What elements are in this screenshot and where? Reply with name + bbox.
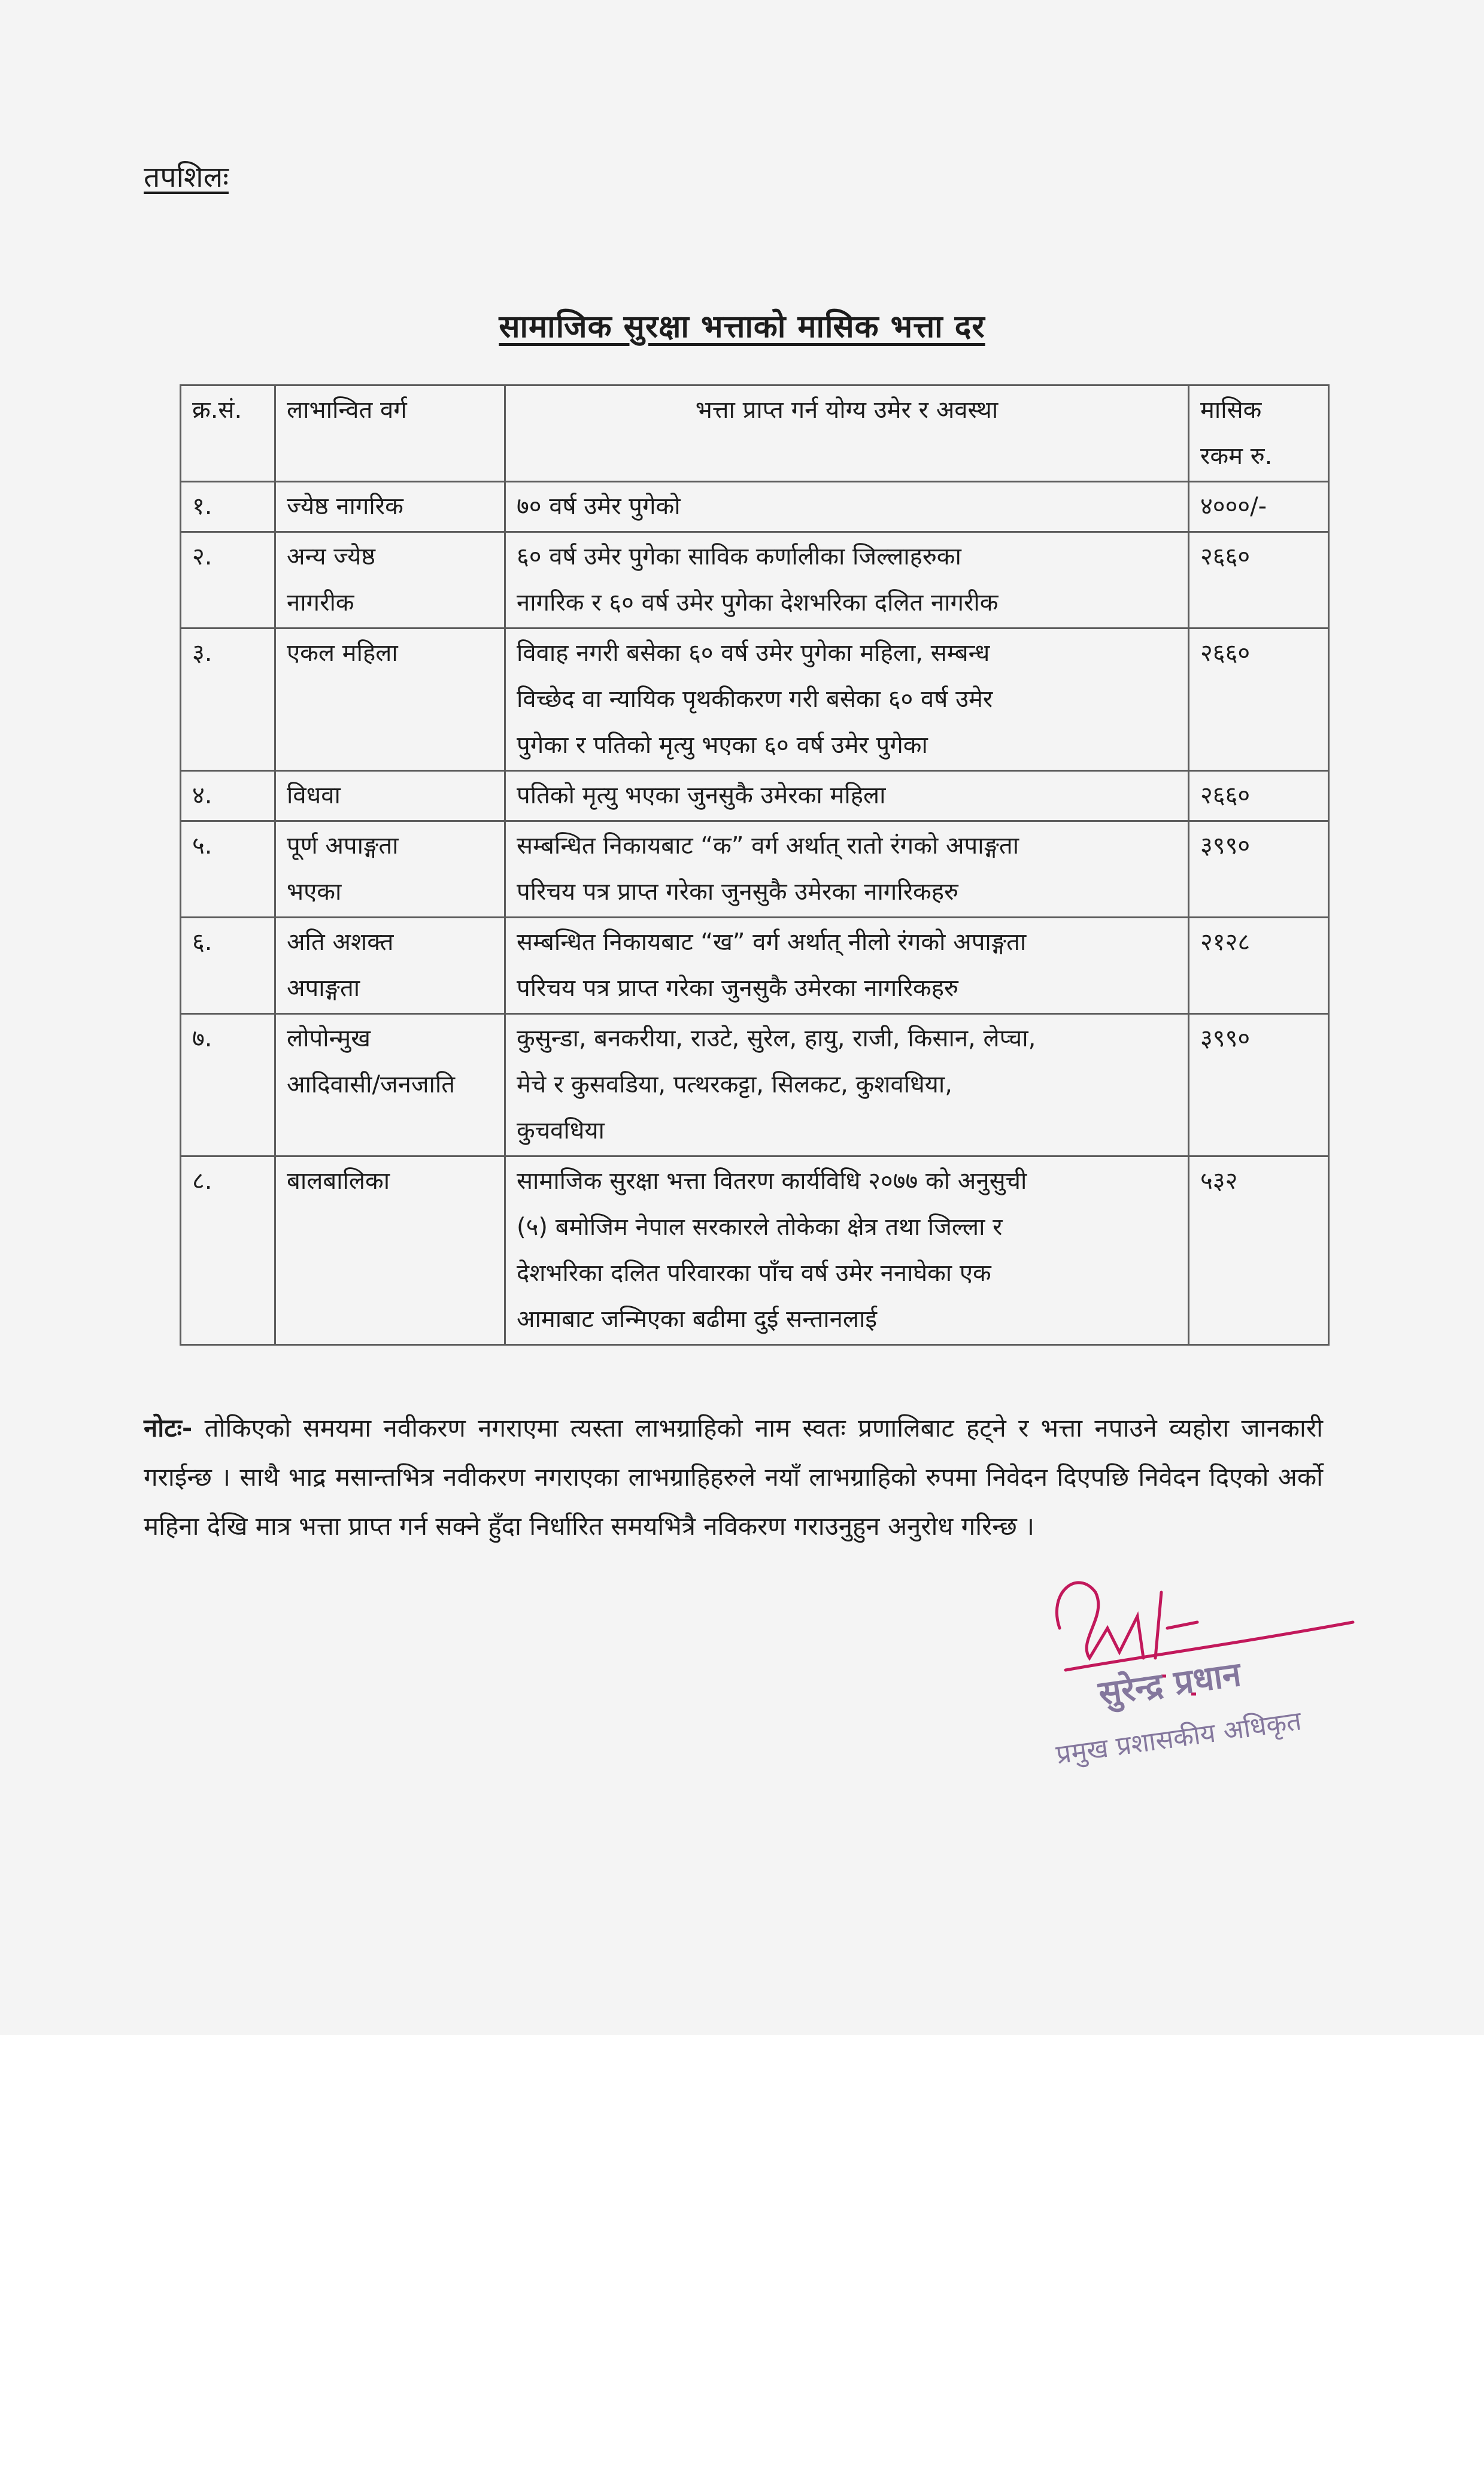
note-text: तोकिएको समयमा नवीकरण नगराएमा त्यस्ता लाभग्राहिको नाम स्वतः प्रणालिबाट हट्ने र भत्ता नपाउने व्यहोरा जानकारी गराईन्छ । साथै भाद्र मसान्तभित्र नवीकरण नगराएका लाभग्राहिहरुले नयाँ लाभग्राहिको रुपमा निवेदन दिएपछि निवेदन दिएको अर्को महिना देखि मात्र भत्ता प्राप्त गर्न सक्ने हुँदा निर्धारित समयभित्रै नविकरण गराउनुहुन अनुरोध गरिन्छ । — [144, 1413, 1323, 1541]
cell-serial: ६. — [181, 918, 275, 1014]
note-label: नोटः- — [144, 1413, 193, 1443]
table-row — [181, 771, 1329, 821]
note-paragraph — [144, 1404, 1323, 1551]
cell-serial: ८. — [181, 1156, 275, 1345]
table-row — [181, 629, 1329, 771]
header-eligibility: भत्ता प्राप्त गर्न योग्य उमेर र अवस्था — [505, 385, 1189, 482]
header-beneficiary-category: लाभान्वित वर्ग — [275, 385, 505, 482]
cell-amount: २६६० — [1189, 771, 1329, 821]
table-row — [181, 918, 1329, 1014]
cell-amount: २१२८ — [1189, 918, 1329, 1014]
cell-category: विधवा — [275, 771, 505, 821]
cell-condition: सम्बन्धित निकायबाट “क” वर्ग अर्थात् रातो रंगको अपाङ्गता परिचय पत्र प्राप्त गरेका जुनसुकै उमेरका नागरिकहरु — [505, 821, 1189, 918]
cell-condition: विवाह नगरी बसेका ६० वर्ष उमेर पुगेका महिला, सम्बन्ध विच्छेद वा न्यायिक पृथकीकरण गरी बसेका ६० वर्ष उमेर पुगेका र पतिको मृत्यु भएका ६० वर्ष उमेर पुगेका — [505, 629, 1189, 771]
cell-amount: ५३२ — [1189, 1156, 1329, 1345]
cell-category: बालबालिका — [275, 1156, 505, 1345]
cell-serial: ३. — [181, 629, 275, 771]
official-stamp-name: सुरेन्द्र प्रधान — [1096, 1655, 1244, 1714]
cell-serial: ७. — [181, 1014, 275, 1156]
table-row — [181, 1156, 1329, 1345]
cell-condition: ७० वर्ष उमेर पुगेको — [505, 482, 1189, 532]
table-row — [181, 821, 1329, 918]
cell-category: एकल महिला — [275, 629, 505, 771]
cell-serial: १. — [181, 482, 275, 532]
cell-category: लोपोन्मुख आदिवासी/जनजाति — [275, 1014, 505, 1156]
table-row — [181, 482, 1329, 532]
details-label: तपशिलः — [144, 160, 229, 194]
cell-serial: २. — [181, 532, 275, 629]
cell-category: अति अशक्त अपाङ्गता — [275, 918, 505, 1014]
cell-condition: सम्बन्धित निकायबाट “ख” वर्ग अर्थात् नीलो रंगको अपाङ्गता परिचय पत्र प्राप्त गरेका जुनसुकै उमेरका नागरिकहरु — [505, 918, 1189, 1014]
cell-category: पूर्ण अपाङ्गता भएका — [275, 821, 505, 918]
cell-serial: ४. — [181, 771, 275, 821]
table-row — [181, 532, 1329, 629]
cell-amount: ३९९० — [1189, 1014, 1329, 1156]
cell-amount: २६६० — [1189, 532, 1329, 629]
cell-amount: २६६० — [1189, 629, 1329, 771]
official-stamp-title: प्रमुख प्रशासकीय अधिकृत — [1054, 1705, 1304, 1771]
cell-condition: सामाजिक सुरक्षा भत्ता वितरण कार्यविधि २०७७ को अनुसुची (५) बमोजिम नेपाल सरकारले तोकेका क्षेत्र तथा जिल्ला र देशभरिका दलित परिवारका पाँच वर्ष उमेर ननाघेका एक आमाबाट जन्मिएका बढीमा दुई सन्तानलाई — [505, 1156, 1189, 1345]
allowance-rate-table — [180, 384, 1330, 1346]
table-row — [181, 1014, 1329, 1156]
table-header-row — [181, 385, 1329, 482]
header-serial: क्र.सं. — [181, 385, 275, 482]
cell-condition: कुसुन्डा, बनकरीया, राउटे, सुरेल, हायु, राजी, किसान, लेप्चा, मेचे र कुसवडिया, पत्थरकट्टा, सिलकट, कुशवधिया, कुचवधिया — [505, 1014, 1189, 1156]
header-monthly-amount: मासिक रकम रु. — [1189, 385, 1329, 482]
cell-condition: ६० वर्ष उमेर पुगेका साविक कर्णालीका जिल्लाहरुका नागरिक र ६० वर्ष उमेर पुगेका देशभरिका दलित नागरीक — [505, 532, 1189, 629]
cell-category: ज्येष्ठ नागरिक — [275, 482, 505, 532]
cell-serial: ५. — [181, 821, 275, 918]
cell-amount: ४०००/- — [1189, 482, 1329, 532]
cell-amount: ३९९० — [1189, 821, 1329, 918]
cell-condition: पतिको मृत्यु भएका जुनसुकै उमेरका महिला — [505, 771, 1189, 821]
document-title: सामाजिक सुरक्षा भत्ताको मासिक भत्ता दर — [499, 309, 985, 345]
cell-category: अन्य ज्येष्ठ नागरीक — [275, 532, 505, 629]
